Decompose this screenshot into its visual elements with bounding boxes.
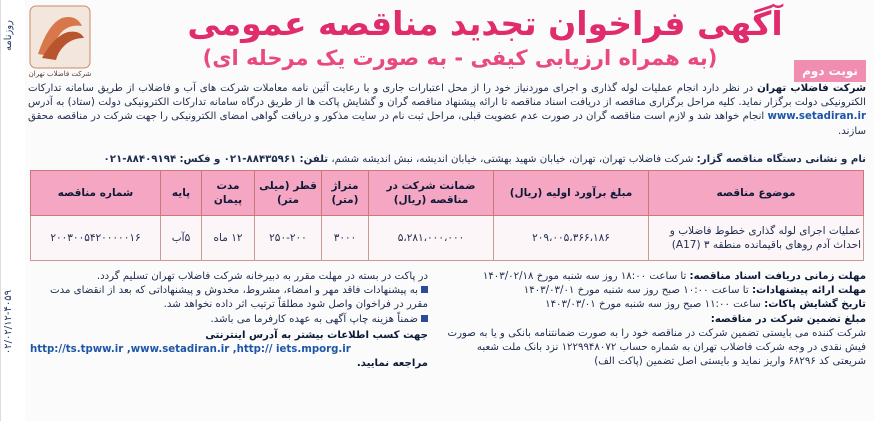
note-print-cost: ضمناً هزینه چاپ آگهی به عهده کارفرما می باشد. bbox=[210, 313, 418, 325]
cell-tender-number: ۲۰۰۳۰۰۵۴۲۰۰۰۰۰۱۶ bbox=[31, 216, 161, 261]
phone-label: تلفن: bbox=[299, 154, 329, 165]
cell-grade: ۵آب bbox=[161, 216, 202, 261]
intro-paragraph bbox=[28, 82, 866, 139]
bullet-icon bbox=[421, 286, 428, 293]
note-envelope: در پاکت در بسته در مهلت مقرر به دبیرخانه شرکت فاضلاب تهران تسلیم گردد. bbox=[96, 271, 428, 282]
fax-label: و فکس: bbox=[179, 154, 221, 165]
cell-length: ۳۰۰۰ bbox=[322, 216, 369, 261]
more-info-tail: مراجعه نمایید. bbox=[356, 358, 428, 370]
intro-text-2: انجام خواهد شد و لازم است مناقصه گران در صورت عدم عضویت قبلی، مراحل ثبت نام در سایت مذکور و دریافت گواهی امضای الکترونیکی را جهت شرکت در مناقصه محقق سازند. bbox=[28, 111, 866, 137]
col-estimate: مبلغ برآورد اولیه (ریال) bbox=[494, 171, 649, 216]
cell-subject: عملیات اجرای لوله گذاری خطوط فاضلاب و احداث آدم روهای باقیمانده منطقه ۳ (A17) bbox=[649, 216, 864, 261]
cell-estimate: ۲۰۹،۰۰۵،۳۶۶،۱۸۶ bbox=[494, 216, 649, 261]
opening-date-value: ساعت ۱۱:۰۰ صبح روز سه شنبه مورخ ۱۴۰۳/۰۳/۰۱ bbox=[545, 299, 761, 311]
fax-value: ۸۸۴۰۹۱۹۴-۰۲۱ bbox=[103, 154, 177, 165]
doc-deadline-label: مهلت زمانی دریافت اسناد مناقصه: bbox=[689, 271, 866, 282]
guarantee-text: شرکت کننده می بایستی تضمین شرکت در مناقصه خود را به صورت ضمانتنامه بانکی و یا به صورت فیش نقدی در وجه شرکت فاضلاب تهران به شماره حساب ۱۲۲۹۹۴۸۰۷۲ نزد بانک ملت شعبه شریعتی کد ۶۸۲۹۶ واریز نماید و بایستی اصل تضمین (پاکت الف) bbox=[447, 327, 866, 368]
doc-deadline-value: تا ساعت ۱۸:۰۰ روز سه شنبه مورخ ۱۴۰۳/۰۲/۱۸ bbox=[482, 271, 687, 282]
opening-date-label: تاریخ گشایش پاکات: bbox=[764, 299, 866, 311]
info-websites[interactable]: http://ts.tpww.ir ,www.setadiran.ir ,http:// iets.mporg.ir bbox=[30, 344, 351, 356]
table-header-row bbox=[31, 171, 864, 216]
company-logo bbox=[28, 4, 92, 70]
phone-value: ۸۸۴۳۵۹۶۱-۰۲۱ bbox=[223, 154, 297, 165]
round-badge: نوبت دوم bbox=[794, 60, 866, 82]
offer-deadline-value: تا ساعت ۱۰:۰۰ صبح روز سه شنبه مورخ ۱۴۰۳/۰۳/۰۱ bbox=[523, 285, 749, 297]
contact-address: شرکت فاضلاب تهران، تهران، خیابان شهید بهشتی، خیابان اندیشه، نبش اندیشه ششم، bbox=[331, 154, 694, 165]
bullet-icon bbox=[421, 315, 428, 322]
intro-text: در نظر دارد انجام عملیات لوله گذاری و اجرای موردنیاز خود را از محل اعتبارات جاری و با رعایت آئین نامه معاملات شرکت های آب و فاضلاب از طریق سامانه تدارکات الکترونیکی دولت برگزار نماید. کلیه مراحل برگزاری مناقصه از دریافت اسناد مناقصه تا ارائه پیشنهاد مناقصه گران و گشایش پاکت ها از طریق درگاه سامانه تدارکات الکترونیکی دولت (ستاد) به آدرس bbox=[28, 83, 866, 109]
cell-duration: ۱۲ ماه bbox=[202, 216, 255, 261]
contact-label: نام و نشانی دستگاه مناقصه گزار: bbox=[696, 154, 866, 165]
guarantee-label: مبلغ تضمین شرکت در مناقصه: bbox=[710, 313, 866, 325]
note-invalid-offers: به پیشنهادات فاقد مهر و امضاء، مشروط، مخدوش و پیشنهاداتی که بعد از انقضای مدت مقرر در فراخوان واصل شود مطلقاً ترتیب اثر داده نخواهد شد. bbox=[50, 285, 428, 311]
deadlines-block bbox=[446, 270, 866, 369]
cell-guarantee: ۵،۲۸۱،۰۰۰،۰۰۰ bbox=[369, 216, 494, 261]
col-diameter: قطر (میلی متر) bbox=[255, 171, 322, 216]
col-subject: موضوع مناقصه bbox=[649, 171, 864, 216]
notes-block bbox=[30, 270, 428, 371]
logo-caption: شرکت فاضلاب تهران bbox=[28, 70, 92, 78]
contact-line bbox=[28, 153, 866, 167]
newspaper-date: ۰۲/۰۲/۱۲-۴۰۵۹ bbox=[3, 290, 14, 355]
more-info-label: جهت کسب اطلاعات بیشتر به آدرس اینترنتی bbox=[205, 329, 428, 341]
cell-diameter: ۲۵۰-۲۰۰ bbox=[255, 216, 322, 261]
tender-table bbox=[30, 170, 864, 261]
offer-deadline-label: مهلت ارائه پیشنهادات: bbox=[751, 285, 866, 297]
newspaper-margin bbox=[0, 0, 25, 421]
col-duration: مدت پیمان bbox=[202, 171, 255, 216]
newspaper-name: روزنامه bbox=[3, 20, 14, 52]
col-grade: پایه bbox=[161, 171, 202, 216]
col-tender-number: شماره مناقصه bbox=[31, 171, 161, 216]
table-row bbox=[31, 216, 864, 261]
setad-link[interactable]: www.setadiran.ir bbox=[767, 111, 866, 123]
notice-subtitle: (به همراه ارزیابی کیفی - به صورت یک مرحله ای) bbox=[202, 46, 718, 70]
company-name: شرکت فاضلاب تهران bbox=[757, 83, 866, 94]
col-guarantee: ضمانت شرکت در مناقصه (ریال) bbox=[369, 171, 494, 216]
notice-title: آگهی فراخوان تجدید مناقصه عمومی bbox=[187, 4, 783, 43]
col-length: متراژ (متر) bbox=[322, 171, 369, 216]
